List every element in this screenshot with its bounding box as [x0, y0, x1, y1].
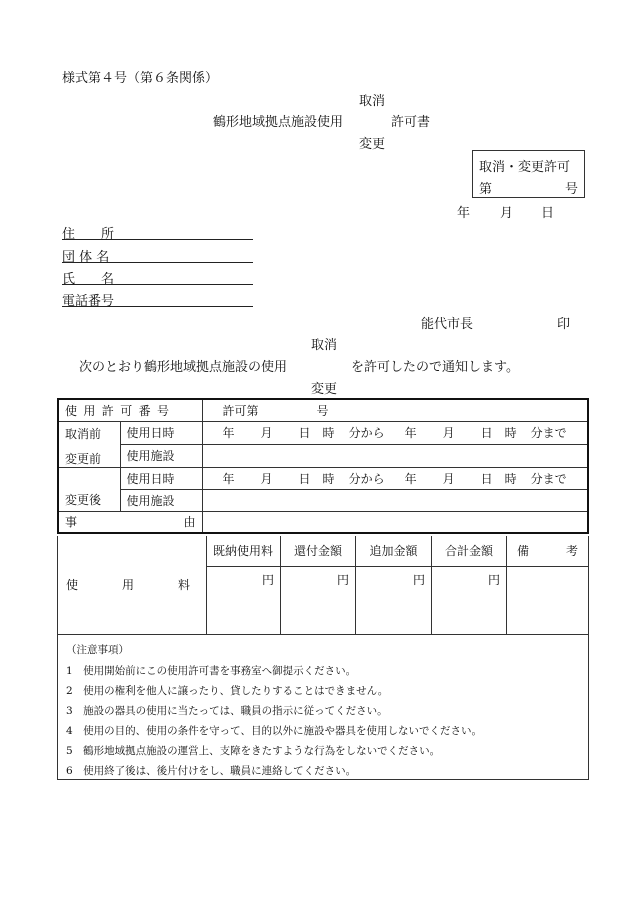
mayor-label: 能代市長 [421, 317, 474, 332]
date-day: 日 [541, 206, 555, 221]
after-use-date-label: 使用日時 [120, 467, 202, 489]
reason-label: 事 由 [58, 511, 202, 533]
after-use-facility-label: 使用施設 [120, 489, 202, 511]
permit-no-cell[interactable]: 許可第 号 [202, 399, 588, 421]
note-item: 4 使用の目的、使用の条件を守って、目的以外に施設や器具を使用しないでください。 [66, 725, 482, 737]
note-item: 1 使用開始前にこの使用許可書を事務室へ御提示ください。 [66, 665, 357, 677]
date-month: 月 [500, 206, 514, 221]
notes-title: （注意事項） [66, 644, 129, 656]
fee-total-value[interactable]: 円 [432, 566, 507, 634]
form-number: 様式第４号（第６条関係） [62, 71, 219, 86]
fee-header-refund: 還付金額 [281, 536, 356, 566]
notice-text-b: を許可したので通知します。 [351, 360, 519, 375]
fee-header-total: 合計金額 [432, 536, 507, 566]
permit-box-go: 号 [565, 182, 579, 197]
after-label: 変更後 [58, 467, 120, 511]
after-use-date-value[interactable]: 年 月 日 時 分から 年 月 日 時 分まで [202, 467, 588, 489]
permit-number-box [472, 150, 585, 198]
address-label: 住 所 [62, 227, 115, 242]
reason-value[interactable] [202, 511, 588, 533]
fee-header-paid: 既納使用料 [207, 536, 281, 566]
fee-additional-value[interactable]: 円 [356, 566, 432, 634]
fee-label: 使 用 料 [58, 536, 207, 634]
permit-box-title: 取消・変更許可 [479, 160, 571, 175]
before-label: 取消前 変更前 [58, 421, 120, 467]
group-line[interactable] [62, 262, 253, 263]
note-item: 5 鶴形地域拠点施設の運営上、支障をきたすような行為をしないでください。 [66, 745, 441, 757]
page-title: 鶴形地域拠点施設使用 [213, 115, 344, 130]
fee-header-additional: 追加金額 [356, 536, 432, 566]
notice-text-a: 次のとおり鶴形地域拠点施設の使用 [79, 360, 288, 375]
name-label: 氏 名 [62, 272, 115, 287]
note-item: 2 使用の権利を他人に譲ったり、貸したりすることはできません。 [66, 685, 389, 697]
after-use-facility-value[interactable] [202, 489, 588, 511]
seal-mark: 印 [557, 317, 571, 332]
address-line[interactable] [62, 239, 253, 240]
group-label: 団 体 名 [62, 250, 110, 265]
fee-table [57, 536, 589, 635]
before-use-facility-label: 使用施設 [120, 444, 202, 467]
before-use-facility-value[interactable] [202, 444, 588, 467]
before-use-date-label: 使用日時 [120, 421, 202, 444]
before-use-date-value[interactable]: 年 月 日 時 分から 年 月 日 時 分まで [202, 421, 588, 444]
title-change: 変更 [359, 137, 386, 152]
fee-paid-value[interactable]: 円 [207, 566, 281, 634]
date-year: 年 [457, 206, 471, 221]
fee-refund-value[interactable]: 円 [281, 566, 356, 634]
phone-label: 電話番号 [62, 294, 115, 309]
permit-box-dai: 第 [479, 182, 493, 197]
permit-no-label: 使用許可番号 [58, 399, 202, 421]
name-line[interactable] [62, 284, 253, 285]
notes-section [57, 635, 589, 780]
phone-line[interactable] [62, 306, 253, 307]
note-item: 6 使用終了後は、後片付けをし、職員に連絡してください。 [66, 765, 357, 777]
title-suffix: 許可書 [391, 115, 431, 130]
title-cancel: 取消 [359, 94, 386, 109]
note-item: 3 施設の器具の使用に当たっては、職員の指示に従ってください。 [66, 705, 388, 717]
permit-table [57, 398, 589, 534]
fee-remarks-value[interactable] [507, 566, 589, 634]
fee-header-remarks: 備 考 [507, 536, 589, 566]
notice-cancel: 取消 [311, 338, 338, 353]
notice-change: 変更 [311, 382, 338, 397]
